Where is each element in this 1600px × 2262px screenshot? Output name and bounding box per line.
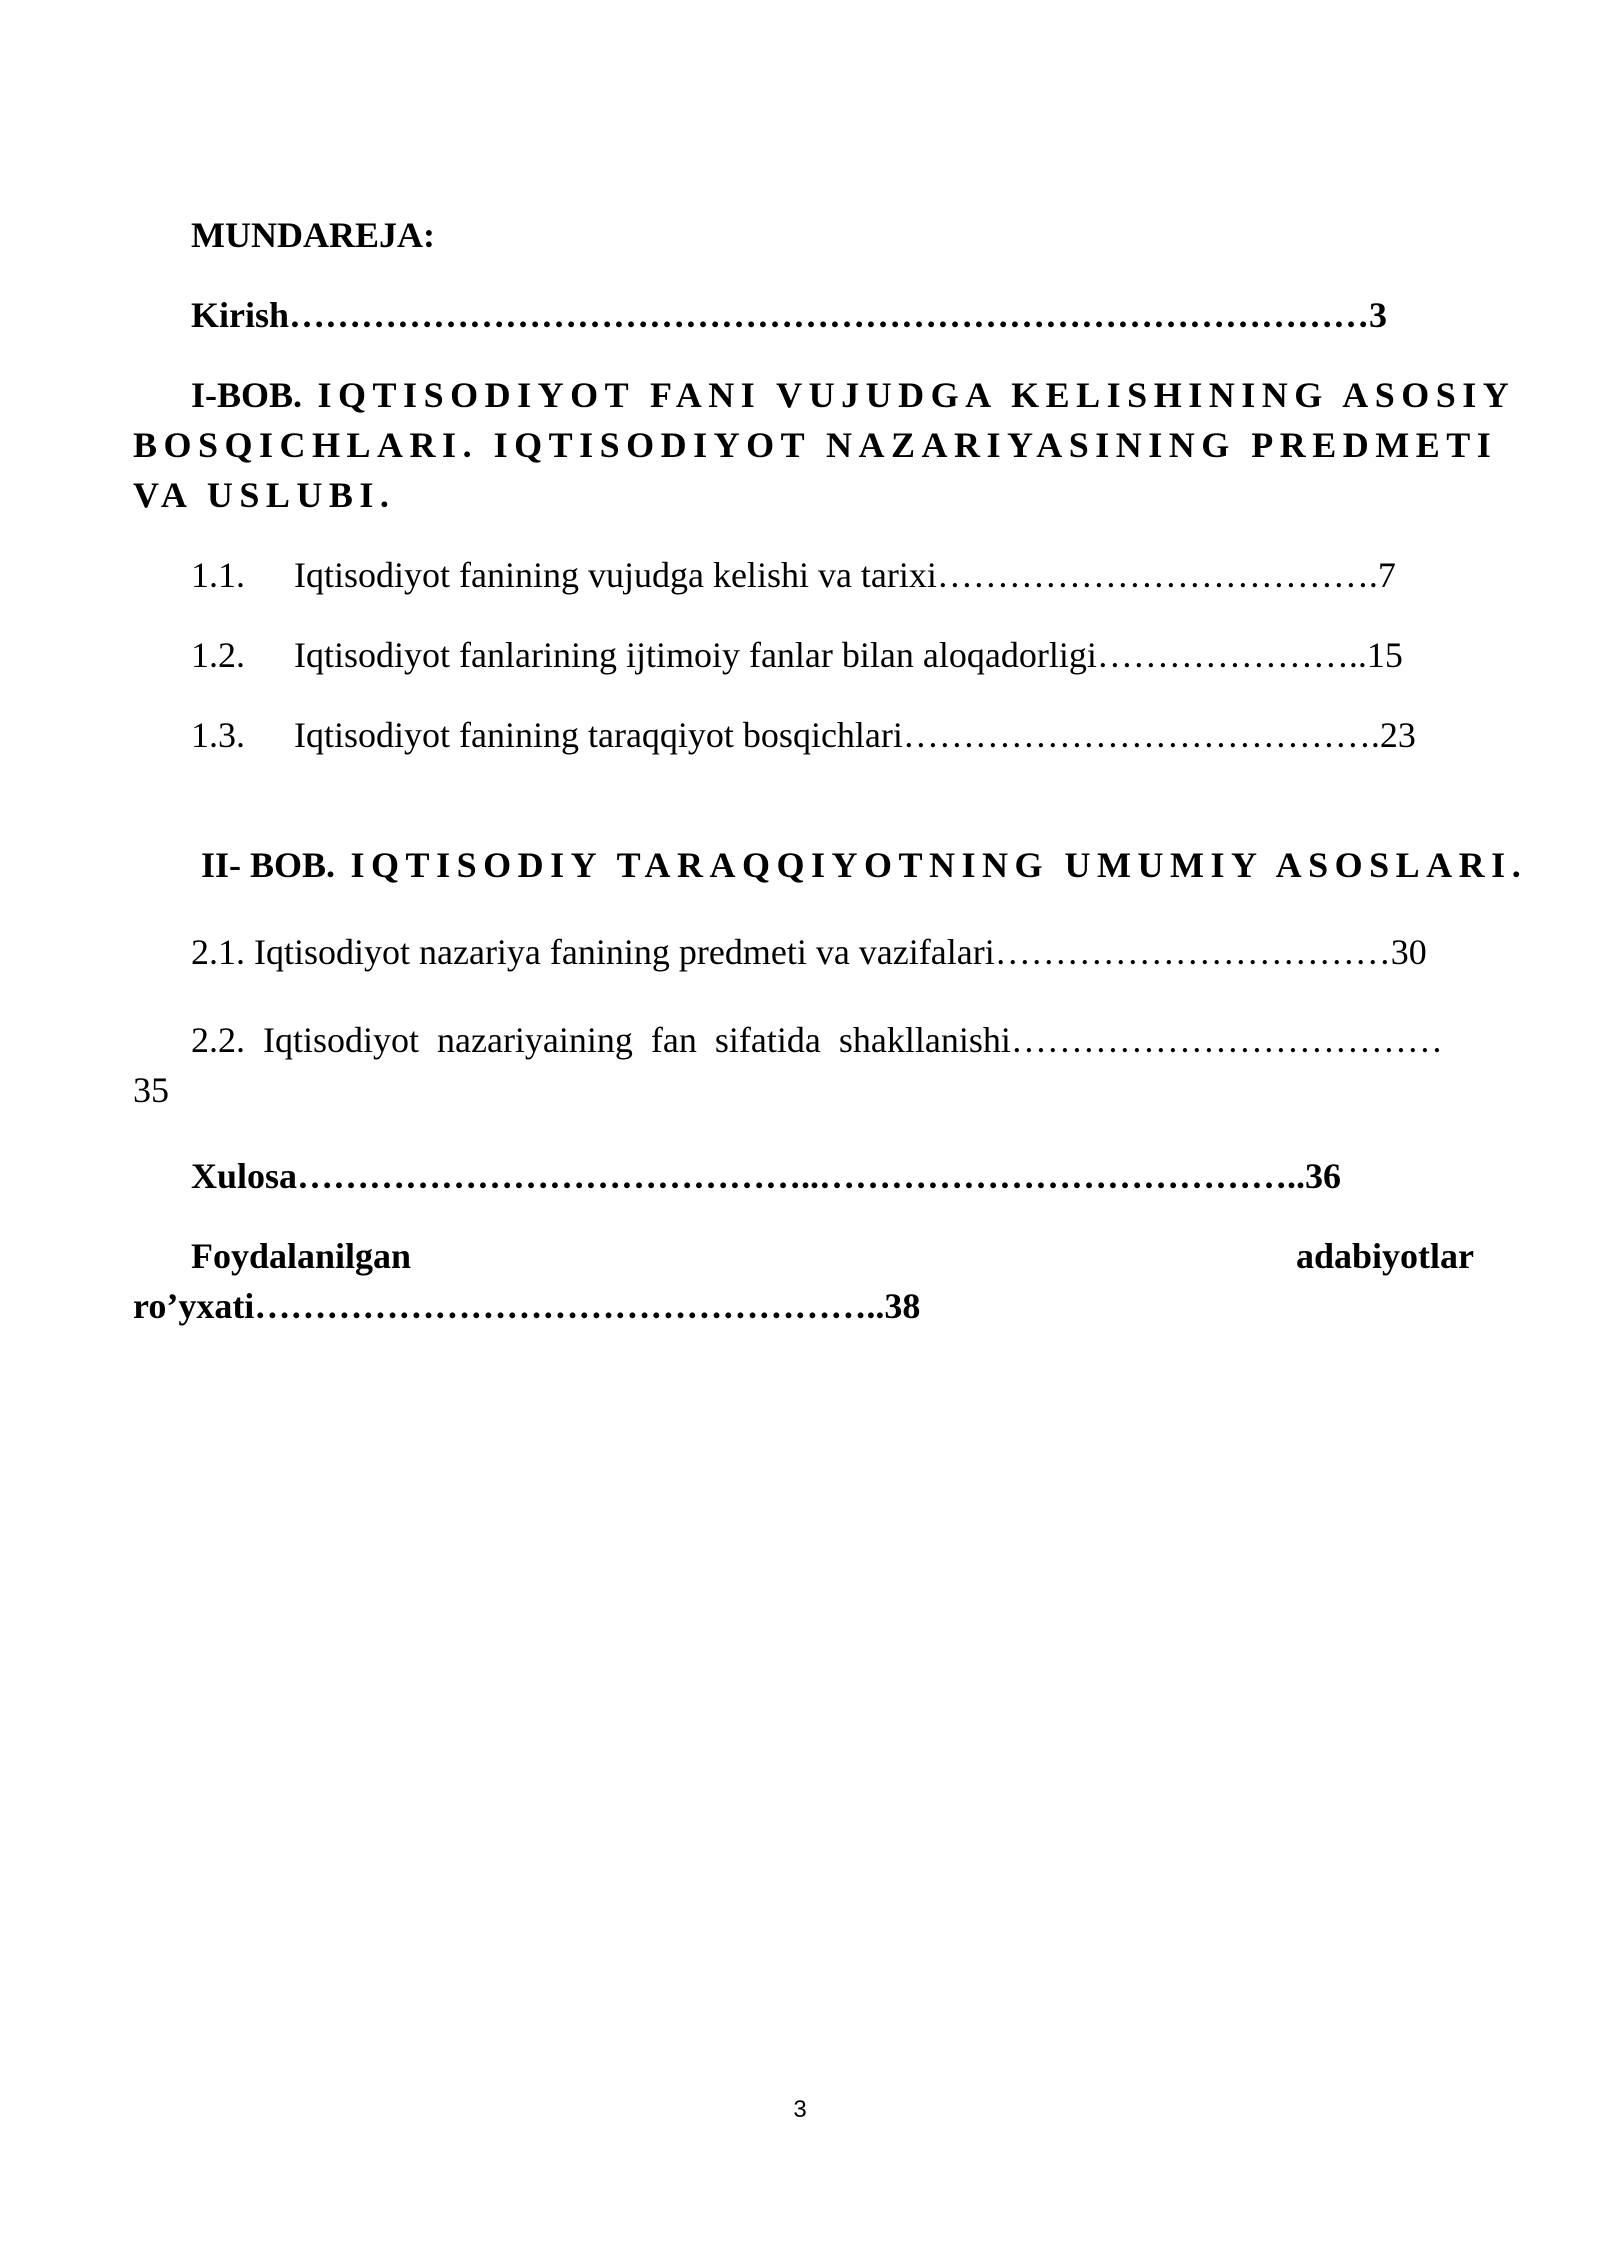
entry-title: Iqtisodiyot fanining taraqqiyot bosqichlari xyxy=(294,715,903,755)
toc-entry-1-1 xyxy=(191,551,1396,599)
page-number: 3 xyxy=(793,2096,807,2123)
toc-entry-conclusion xyxy=(191,1152,1341,1200)
entry-title: Kirish xyxy=(191,295,290,335)
entry-page: 30 xyxy=(1390,932,1427,972)
chapter1-title-part1: IQTISODIYOT FANI VUJUDGA KELISHINING ASOSIY xyxy=(302,375,1516,415)
entry-page: 38 xyxy=(884,1286,921,1326)
entry-number: 1.2. xyxy=(191,635,245,675)
toc-entry-intro xyxy=(191,291,1387,339)
toc-entry-1-2 xyxy=(191,631,1403,679)
chapter1-title-line3: VA USLUBI. xyxy=(133,475,396,515)
entry-title: 2.1. Iqtisodiyot nazariya fanining predmeti va vazifalari xyxy=(191,932,995,972)
entry-number: 1.3. xyxy=(191,715,245,755)
entry-title: Xulosa xyxy=(191,1156,298,1196)
toc-entry-references-word1: Foydalanilgan xyxy=(191,1236,412,1276)
toc-entry-references-word2: adabiyotlar xyxy=(1296,1236,1475,1276)
toc-entry-2-2-page: 35 xyxy=(133,1070,169,1110)
toc-heading: MUNDAREJA: xyxy=(191,215,435,255)
chapter2-title-text: IQTISODIY TARAQQIYOTNING UMUMIY ASOSLARI. xyxy=(335,845,1528,885)
entry-title: ro’yxati xyxy=(133,1286,255,1326)
chapter1-label: I-BOB. xyxy=(191,375,303,415)
entry-dots: ……………………………… xyxy=(1010,1020,1443,1060)
chapter2-label: II- BOB. xyxy=(201,845,336,885)
chapter2-title xyxy=(201,841,1527,889)
entry-number: 1.1. xyxy=(191,555,245,595)
toc-entry-1-3 xyxy=(191,711,1416,759)
entry-dots: …………………………………………….. xyxy=(254,1286,885,1326)
entry-page: 7 xyxy=(1377,555,1396,595)
entry-title: Iqtisodiyot fanining vujudga kelishi va tarixi xyxy=(294,555,937,595)
entry-page: .36 xyxy=(1296,1156,1342,1196)
entry-dots: ………………………………… xyxy=(902,715,1371,755)
entry-dots: ………………….. xyxy=(1096,635,1367,675)
entry-page: .23 xyxy=(1370,715,1416,755)
entry-dots: ……………………………………..…………………………………. xyxy=(297,1156,1297,1196)
entry-dots: …………………………… xyxy=(994,932,1391,972)
entry-dots: ……………………………………………………………………………… xyxy=(289,295,1370,335)
toc-entry-references xyxy=(133,1282,920,1330)
chapter1-title-line2: BOSQICHLARI. IQTISODIYOT NAZARIYASINING PREDMETI xyxy=(133,425,1498,465)
entry-page: 3 xyxy=(1369,295,1388,335)
chapter1-title-line1 xyxy=(191,371,1515,419)
entry-page: 15 xyxy=(1366,635,1403,675)
toc-entry-2-2 xyxy=(191,1016,1443,1064)
entry-title: Iqtisodiyot fanlarining ijtimoiy fanlar bilan aloqadorligi xyxy=(294,635,1097,675)
entry-title: 2.2. Iqtisodiyot nazariyaining fan sifatida shakllanishi xyxy=(191,1020,1011,1060)
toc-entry-2-1 xyxy=(191,928,1427,976)
entry-dots: ………………………………. xyxy=(936,555,1378,595)
